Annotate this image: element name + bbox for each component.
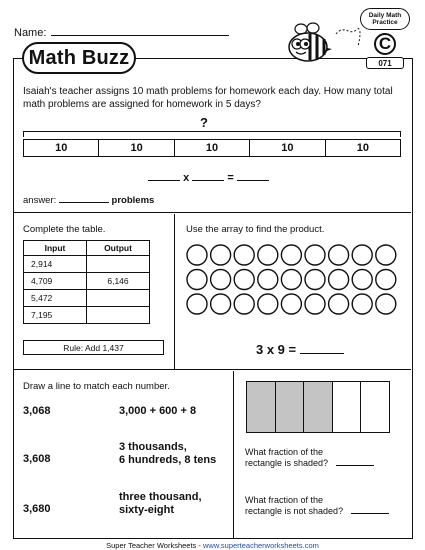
name-label: Name: [14,27,47,39]
array-circle [352,270,372,290]
footer-site-name: Super Teacher Worksheets - [106,541,203,550]
multiplication-equation [148,172,269,184]
array-circle [187,294,207,314]
unshaded-part [361,382,389,432]
expression-line: 6 hundreds, 8 tens [119,454,217,466]
fraction-rectangle [246,381,390,433]
badge-cloud [360,8,410,30]
array-circle [305,294,325,314]
match-expression[interactable] [119,441,216,467]
array-circle [234,245,254,265]
badge-line2: Practice [372,19,398,26]
question-mark: ? [200,115,208,130]
array-product-blank[interactable] [300,344,344,354]
output-cell: 6,146 [87,273,150,290]
array-circle [329,270,349,290]
fraction-question-shaded [245,447,374,469]
problem-text: Isaiah's teacher assigns 10 math problems for homework each day. How many total math problems are assigned for homework in 5 days? [23,86,393,110]
name-line[interactable] [51,26,229,36]
title-badge [22,42,136,74]
circle-array [186,244,401,318]
match-fraction-section [14,371,411,538]
array-circle [234,270,254,290]
shaded-answer-blank[interactable] [336,458,374,466]
array-circle [352,245,372,265]
array-product [256,342,344,357]
question-line: rectangle is shaded? [245,458,329,468]
times-sign: x [183,172,190,184]
tape-cell: 10 [356,142,369,154]
shaded-part [247,382,276,432]
question-line: rectangle is not shaded? [245,506,344,516]
tape-cell: 10 [250,140,325,156]
match-number[interactable]: 3,068 [23,405,51,417]
array-circle [258,270,278,290]
shaded-part [276,382,305,432]
name-field [14,26,229,39]
tape-bracket [23,131,401,137]
match-number[interactable]: 3,608 [23,453,51,465]
array-circle [281,245,301,265]
array-circle [305,245,325,265]
factor-blank-1[interactable] [148,172,180,181]
array-circle [376,294,396,314]
match-number[interactable]: 3,680 [23,503,51,515]
expression-line: three thousand, [119,491,202,503]
match-panel [14,371,234,538]
product-blank[interactable] [237,172,269,181]
input-cell: 5,472 [24,290,87,307]
match-expression[interactable] [119,405,196,418]
badge-number: 071 [366,57,404,69]
answer-label: answer: [23,195,57,206]
daily-math-badge [358,8,412,66]
unshaded-answer-blank[interactable] [351,506,389,514]
array-instruction: Use the array to find the product. [186,224,325,235]
question-line: What fraction of the [245,447,324,457]
array-circle [376,270,396,290]
badge-letter: C [374,33,396,55]
output-cell[interactable] [87,256,150,273]
worksheet-frame [13,58,413,539]
input-cell: 4,709 [24,273,87,290]
table-instruction: Complete the table. [23,224,106,235]
input-output-table [23,240,150,324]
header-input: Input [24,241,87,256]
table-row [24,256,150,273]
unshaded-part [333,382,362,432]
table-header-row [24,241,150,256]
tape-cell: 10 [99,140,174,156]
output-cell[interactable] [87,290,150,307]
answer-row [23,195,154,206]
footer-url-link[interactable]: www.superteacherworksheets.com [202,541,319,550]
badge-line1: Daily Math [368,12,402,19]
table-array-section [14,214,411,370]
tape-cell: 10 [175,140,250,156]
array-expression: 3 x 9 = [256,342,297,357]
array-circle [329,245,349,265]
array-circle [329,294,349,314]
array-circle [352,294,372,314]
table-row [24,273,150,290]
answer-unit: problems [111,195,155,206]
array-circle [187,245,207,265]
array-circle [258,245,278,265]
match-expression[interactable] [119,491,202,517]
tape-cell: 10 [24,140,99,156]
match-instruction: Draw a line to match each number. [23,381,170,392]
array-circle [187,270,207,290]
array-circle [211,270,231,290]
array-circle [376,245,396,265]
factor-blank-2[interactable] [192,172,224,181]
answer-blank[interactable] [59,195,109,203]
array-circle [281,270,301,290]
output-cell[interactable] [87,307,150,324]
expression-line: 3,000 + 600 + 8 [119,405,197,417]
header-output: Output [87,241,150,256]
word-problem-section [14,59,411,213]
io-table-panel [14,214,175,370]
page-title: Math Buzz [28,46,130,69]
question-line: What fraction of the [245,495,324,505]
input-cell: 7,195 [24,307,87,324]
shaded-part [304,382,333,432]
array-circle [211,294,231,314]
footer [0,541,425,550]
table-row [24,290,150,307]
expression-line: 3 thousands, [119,441,187,453]
array-circle [211,245,231,265]
fraction-question-unshaded [245,495,389,517]
array-circle [305,270,325,290]
input-cell: 2,914 [24,256,87,273]
bee-icon [284,22,364,68]
rule-box: Rule: Add 1,437 [23,340,164,355]
array-circle [281,294,301,314]
expression-line: sixty-eight [119,504,175,516]
tape-diagram [23,139,401,157]
array-circle [234,294,254,314]
table-row [24,307,150,324]
array-circle [258,294,278,314]
equals-sign: = [227,172,234,184]
